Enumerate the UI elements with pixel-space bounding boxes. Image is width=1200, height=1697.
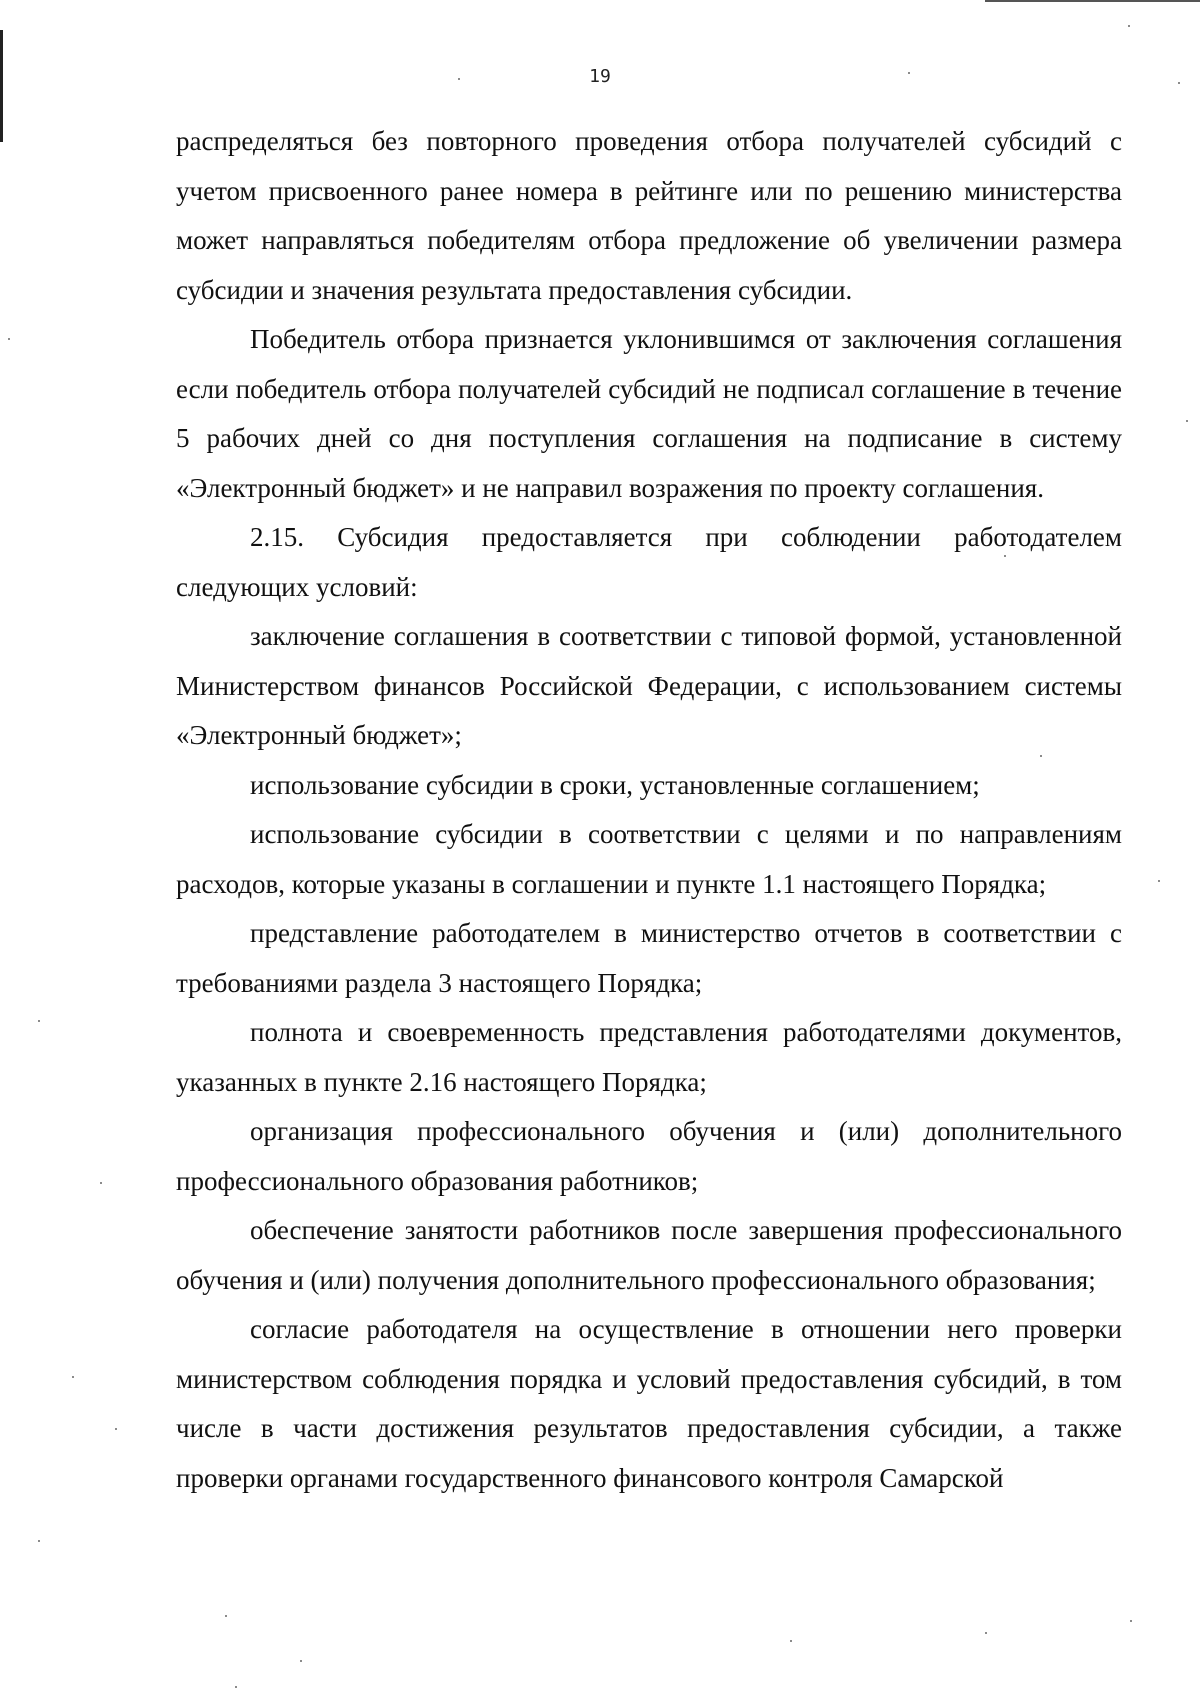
document-body xyxy=(176,117,1122,1503)
scan-speck xyxy=(8,338,10,340)
page-number: 19 xyxy=(589,66,611,87)
scan-edge-line xyxy=(985,0,1200,2)
condition-usage-terms: использование субсидии в сроки, установленные соглашением; xyxy=(250,769,980,800)
scan-speck xyxy=(115,1428,117,1430)
condition-audit-consent: согласие работодателя на осуществление в отношении него проверки министерством соблюдения порядка и условий предоставления субсидий, в том числе в части достижения результатов предоставления субсидии, а также проверки органами государственного финансового контроля Самарской xyxy=(176,1314,1122,1493)
scan-speck xyxy=(985,1632,987,1634)
condition-documents: полнота и своевременность представления работодателями документов, указанных в пункте 2.16 настоящего Порядка; xyxy=(176,1017,1122,1097)
scan-speck xyxy=(38,1020,40,1022)
scan-speck xyxy=(1186,420,1188,422)
scan-speck xyxy=(72,1376,74,1378)
paragraph-2-15-heading: 2.15. Субсидия предоставляется при соблюдении работодателем следующих условий: xyxy=(176,522,1122,602)
condition-agreement: заключение соглашения в соответствии с типовой формой, установленной Министерством финансов Российской Федерации, с использованием системы «Электронный бюджет»; xyxy=(176,621,1122,750)
condition-training: организация профессионального обучения и (или) дополнительного профессионального образования работников; xyxy=(176,1116,1122,1196)
scan-speck xyxy=(235,1686,237,1688)
paragraph-continuation: распределяться без повторного проведения отбора получателей субсидий с учетом присвоенного ранее номера в рейтинге или по решению министерства может направляться победителям отбора предложение об увеличении размера субсидии и значения результата предоставления субсидии. xyxy=(176,126,1122,305)
condition-reports: представление работодателем в министерство отчетов в соответствии с требованиями раздела 3 настоящего Порядка; xyxy=(176,918,1122,998)
scan-speck xyxy=(225,1615,227,1617)
condition-employment: обеспечение занятости работников после завершения профессионального обучения и (или) получения дополнительного профессионального образования; xyxy=(176,1215,1122,1295)
scan-speck xyxy=(1130,1620,1132,1622)
scan-speck xyxy=(790,1640,792,1642)
scan-speck xyxy=(300,1660,302,1662)
scan-speck xyxy=(100,1182,102,1184)
paragraph-winner-evasion: Победитель отбора признается уклонившимся от заключения соглашения если победитель отбора получателей субсидий не подписал соглашение в течение 5 рабочих дней со дня поступления соглашения на подписание в систему «Электронный бюджет» и не направил возражения по проекту соглашения. xyxy=(176,324,1122,503)
scan-speck xyxy=(38,1540,40,1542)
scan-speck xyxy=(1128,25,1130,27)
scan-speck xyxy=(1158,880,1160,882)
condition-usage-purposes: использование субсидии в соответствии с целями и по направлениям расходов, которые указаны в соглашении и пункте 1.1 настоящего Порядка; xyxy=(176,819,1122,899)
